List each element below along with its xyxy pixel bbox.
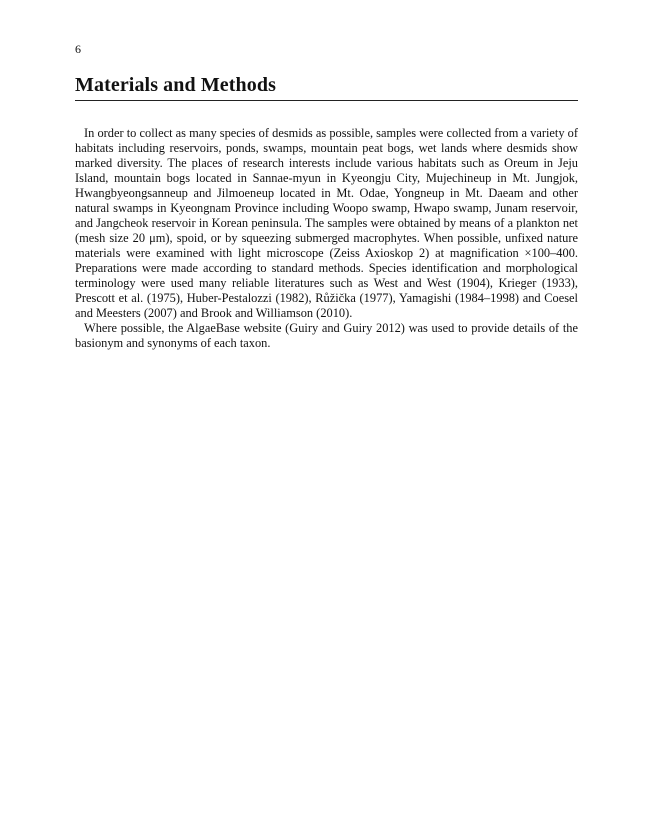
paragraph-algaebase: Where possible, the AlgaeBase website (Guiry and Guiry 2012) was used to provide details of the basionym and synonyms of each taxon.	[75, 321, 578, 350]
section-body	[75, 126, 578, 351]
page-number: 6	[75, 42, 81, 56]
section-title: Materials and Methods	[75, 74, 276, 96]
title-underline	[75, 100, 578, 101]
paragraph-methods-collection: In order to collect as many species of desmids as possible, samples were collected from a variety of habitats including reservoirs, ponds, swamps, mountain peat bogs, wet lands where desmids show marked diversity. The places of research interests include various habitats such as Oreum in Jeju Island, mountain bogs located in Sannae-myun in Kyeongju City, Mujechineup in Mt. Jungjok, Hwangbyeongsanneup and Jilmoeneup located in Mt. Odae, Yongneup in Mt. Daeam and other natural swamps in Kyeongnam Province including Woopo swamp, Hwapo swamp, Junam reservoir, and Jangcheok reservoir in Korean peninsula. The samples were obtained by means of a plankton net (mesh size 20 μm), spoid, or by squeezing submerged macrophytes. When possible, unfixed nature materials were examined with light microscope (Zeiss Axioskop 2) at magnification ×100–400. Preparations were made according to standard methods. Species identification and morphological terminology were used many reliable literatures such as West and West (1904), Krieger (1933), Prescott et al. (1975), Huber-Pestalozzi (1982), Růžička (1977), Yamagishi (1984–1998) and Coesel and Meesters (2007) and Brook and Williamson (2010).	[75, 126, 578, 320]
